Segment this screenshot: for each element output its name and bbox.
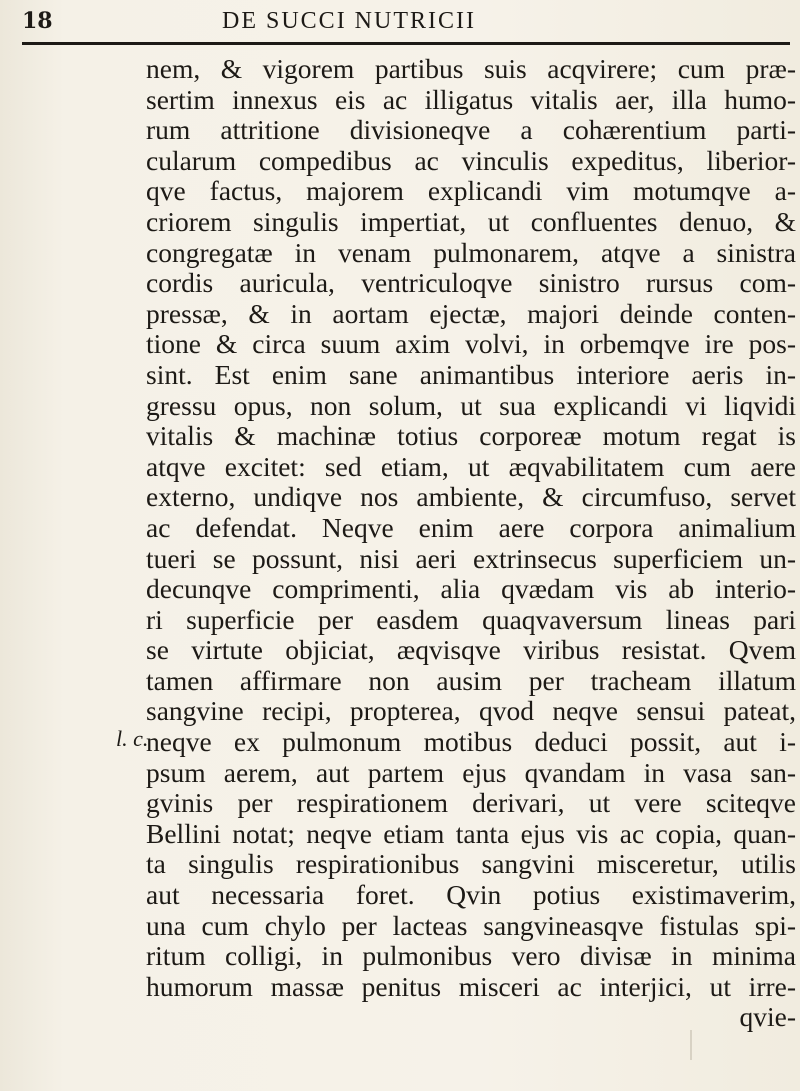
- text-line: congregatæ in venam pulmonarem, atqve a sinistra: [146, 236, 796, 268]
- text-line: sangvine recipi, propterea, qvod neqve sensui pateat,: [146, 695, 796, 727]
- text-line: ri superficie per easdem quaqvaversum lineas pari: [146, 603, 796, 635]
- text-line: aut necessaria foret. Qvin potius existimaverim,: [146, 879, 796, 911]
- text-line: vitalis & machinæ totius corporeæ motum regat is: [146, 420, 796, 452]
- text-line: externo, undiqve nos ambiente, & circumfuso, servet: [146, 481, 796, 513]
- text-line: qve factus, majorem explicandi vim motumqve a-: [146, 175, 796, 207]
- text-line: gvinis per respirationem derivari, ut vere sciteqve: [146, 787, 796, 819]
- text-line: cordis auricula, ventriculoqve sinistro rursus com-: [146, 267, 796, 299]
- text-line: neqve ex pulmonum motibus deduci possit, aut i-: [146, 726, 796, 758]
- text-line: humorum massæ penitus misceri ac interjici, ut irre-: [146, 970, 796, 1002]
- text-line: atqve excitet: sed etiam, ut æqvabilitatem cum aere: [146, 450, 796, 482]
- text-line: decunqve comprimenti, alia qvædam vis ab interio-: [146, 573, 796, 605]
- text-line: tueri se possunt, nisi aeri extrinsecus superficiem un-: [146, 542, 796, 574]
- text-line: gressu opus, non solum, ut sua explicandi vi liqvidi: [146, 389, 796, 421]
- text-line: Bellini notat; neqve etiam tanta ejus vis ac copia, quan-: [146, 817, 796, 849]
- text-line: rum attritione divisioneqve a cohærentium parti-: [146, 114, 796, 146]
- text-line: pressæ, & in aortam ejectæ, majori deinde conten-: [146, 297, 796, 329]
- text-line: ritum colligi, in pulmonibus vero divisæ in minima: [146, 940, 796, 972]
- text-line: criorem singulis impertiat, ut confluentes denuo, &: [146, 205, 796, 237]
- margin-note: l. c.: [116, 726, 149, 751]
- text-line: se virtute objiciat, æqvisqve viribus resistat. Qvem: [146, 634, 796, 666]
- text-line: cularum compedibus ac vinculis expeditus, liberior-: [146, 144, 796, 176]
- text-line: ac defendat. Neqve enim aere corpora animalium: [146, 511, 796, 543]
- page-number: 18: [22, 8, 53, 34]
- text-line: psum aerem, aut partem ejus qvandam in vasa san-: [146, 756, 796, 788]
- body-text: [146, 54, 796, 1033]
- paper-mark: [690, 1030, 692, 1060]
- text-line: nem, & vigorem partibus suis acqvirere; cum præ-: [146, 53, 796, 84]
- text-line: sertim innexus eis ac illigatus vitalis aer, illa humo-: [146, 83, 796, 115]
- text-line: una cum chylo per lacteas sangvineasqve fistulas spi-: [146, 909, 796, 941]
- text-line: tione & circa suum axim volvi, in orbemqve ire pos-: [146, 328, 796, 360]
- text-line: tamen affirmare non ausim per tracheam illatum: [146, 664, 796, 696]
- header-rule: [22, 42, 790, 45]
- catchword: qvie-: [739, 1001, 796, 1033]
- running-head: DE SUCCI NUTRICII: [222, 8, 476, 34]
- text-line: ta singulis respirationibus sangvini misceretur, utilis: [146, 848, 796, 880]
- page-header: [22, 6, 790, 46]
- text-line: sint. Est enim sane animantibus interiore aeris in-: [146, 358, 796, 390]
